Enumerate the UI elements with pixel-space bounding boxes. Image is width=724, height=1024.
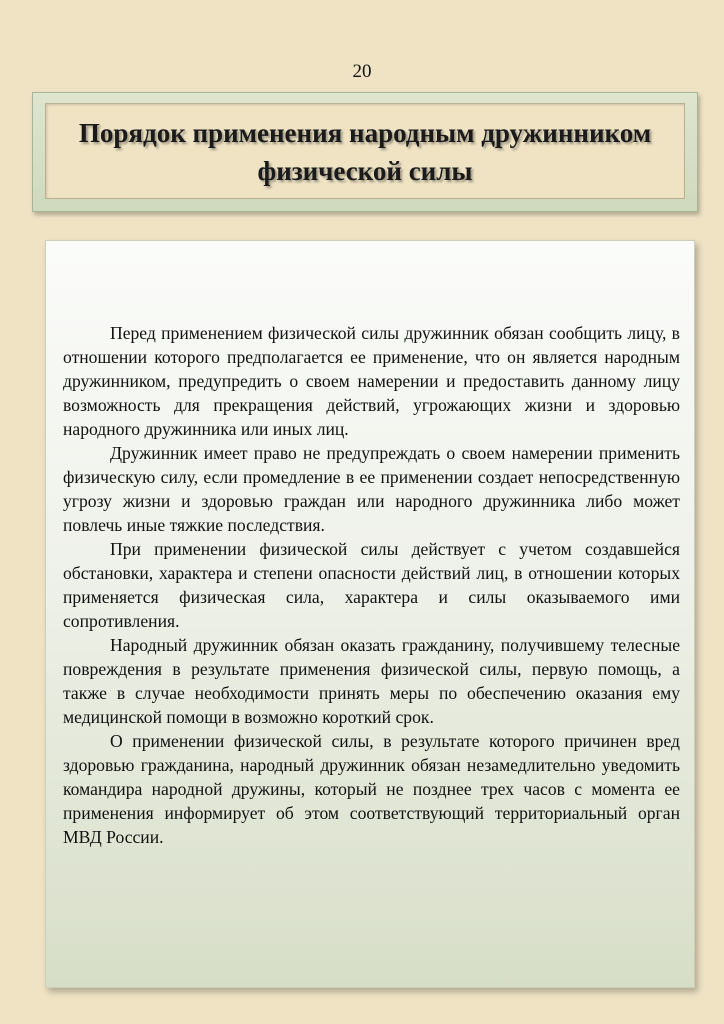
page-number: 20 [352,61,372,82]
title-line-1: Порядок применения народным дружинником [78,118,652,148]
paragraph-2: Дружинник имеет право не предупреждать о своем намерении применить физическую силу, если промедление в ее применении создает непосредственную угрозу жизни и здоровью граждан или народного дружинника либо может повлечь иные тяжкие последствия. [63,443,680,535]
page-title [46,114,684,190]
paragraph-3: При применении физической силы действует с учетом создавшейся обстановки, характера и степени опасности действий лиц, в отношении которых применяется физическая сила, характера и силы оказываемого ими сопротивления. [63,539,680,631]
paragraph-5: О применении физической силы, в результате которого причинен вред здоровью гражданина, народный дружинник обязан незамедлительно уведомить командира народной дружины, который не позднее трех часов с момента ее применения информирует об этом соответствующий территориальный орган МВД России. [63,731,680,847]
title-frame [32,92,698,212]
content-panel [45,240,695,988]
title-line-2: физической силы [257,156,473,186]
text-body [63,321,680,849]
paragraph-4: Народный дружинник обязан оказать гражданину, получившему телесные повреждения в результате применения физической силы, первую помощь, а также в случае необходимости принять меры по обеспечению оказания ему медицинской помощи в возможно короткий срок. [63,635,680,727]
title-panel [45,103,685,199]
paragraph-1: Перед применением физической силы дружинник обязан сообщить лицу, в отношении которого предполагается ее применение, что он является народным дружинником, предупредить о своем намерении и предоставить данному лицу возможность для прекращения действий, угрожающих жизни и здоровью народного дружинника или иных лиц. [63,323,680,439]
